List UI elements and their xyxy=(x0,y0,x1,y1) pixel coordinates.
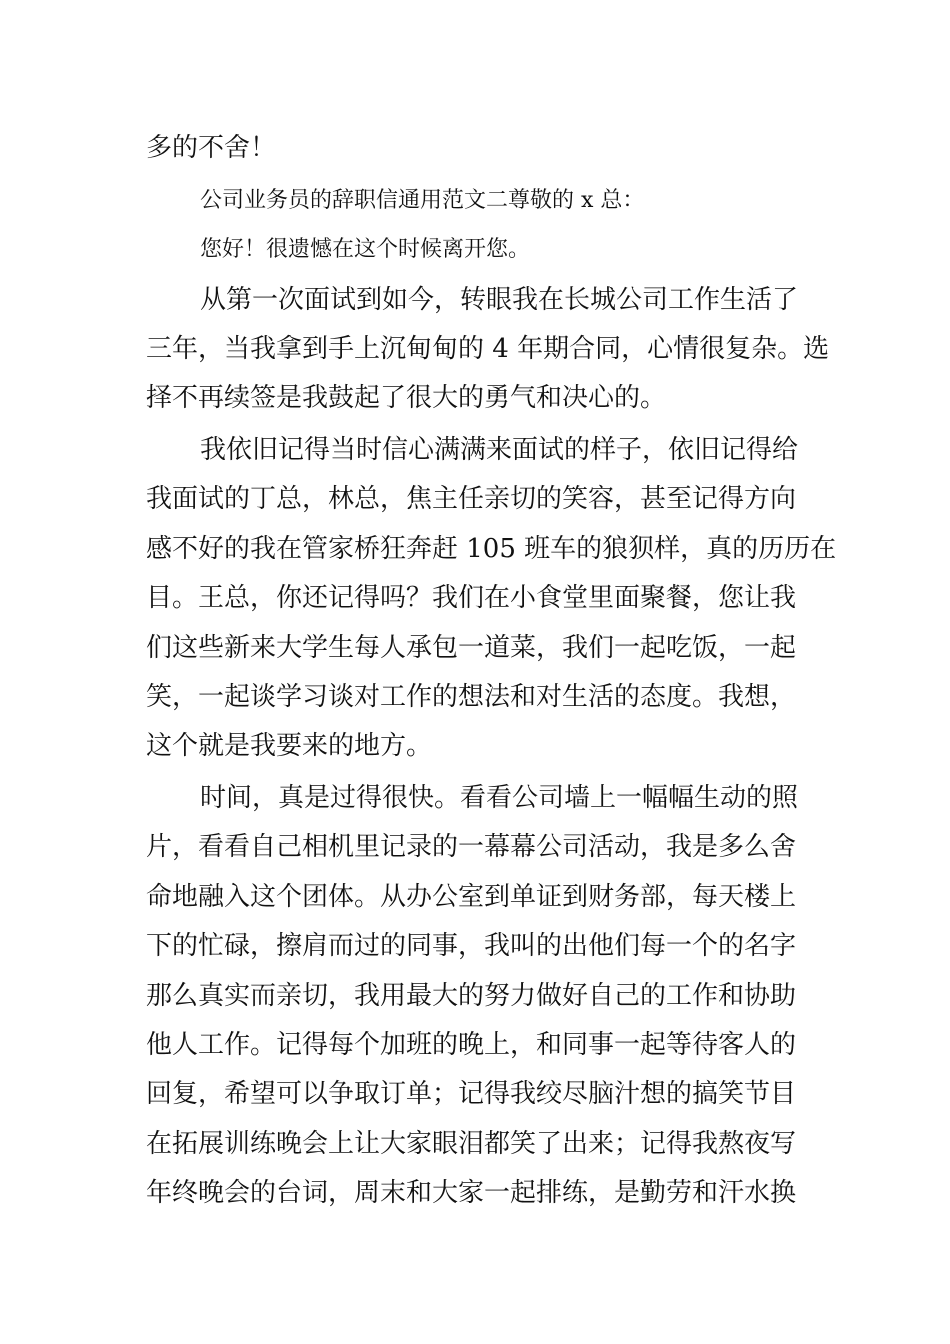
text-line: 命地融入这个团体。从办公室到单证到财务部，每天楼上 xyxy=(146,882,797,912)
text-line: 多的不舍！ xyxy=(146,133,277,163)
text-line: 这个就是我要来的地方。 xyxy=(146,731,433,761)
text-line: 年终晚会的台词，周末和大家一起排练，是勤劳和汗水换 xyxy=(146,1178,797,1208)
text-line: 时间，真是过得很快。看看公司墙上一幅幅生动的照 xyxy=(200,783,799,813)
text-line: 感不好的我在管家桥狂奔赶 105 班车的狼狈样，真的历历在 xyxy=(146,534,837,564)
text-line: 择不再续签是我鼓起了很大的勇气和决心的。 xyxy=(146,383,667,413)
text-line: 片，看看自己相机里记录的一幕幕公司活动，我是多么舍 xyxy=(146,832,797,862)
text-line: 那么真实而亲切，我用最大的努力做好自己的工作和协助 xyxy=(146,981,797,1011)
text-line: 我依旧记得当时信心满满来面试的样子，依旧记得给 xyxy=(200,435,799,465)
text-line: 公司业务员的辞职信通用范文二尊敬的 x 总： xyxy=(200,188,645,213)
text-line: 下的忙碌，擦肩而过的同事，我叫的出他们每一个的名字 xyxy=(146,931,797,961)
text-line: 目。王总，你还记得吗？我们在小食堂里面聚餐，您让我 xyxy=(146,583,797,613)
text-line: 在拓展训练晚会上让大家眼泪都笑了出来；记得我熬夜写 xyxy=(146,1129,797,1159)
text-line: 您好！很遗憾在这个时候离开您。 xyxy=(200,237,531,262)
text-line: 们这些新来大学生每人承包一道菜，我们一起吃饭，一起 xyxy=(146,633,797,663)
text-line: 我面试的丁总，林总，焦主任亲切的笑容，甚至记得方向 xyxy=(146,484,797,514)
text-line: 回复，希望可以争取订单；记得我绞尽脑汁想的搞笑节目 xyxy=(146,1079,797,1109)
text-line: 笑，一起谈学习谈对工作的想法和对生活的态度。我想， xyxy=(146,682,797,712)
text-line: 三年，当我拿到手上沉甸甸的 4 年期合同，心情很复杂。选 xyxy=(146,334,830,364)
text-line: 从第一次面试到如今，转眼我在长城公司工作生活了 xyxy=(200,285,799,315)
text-line: 他人工作。记得每个加班的晚上，和同事一起等待客人的 xyxy=(146,1030,797,1060)
